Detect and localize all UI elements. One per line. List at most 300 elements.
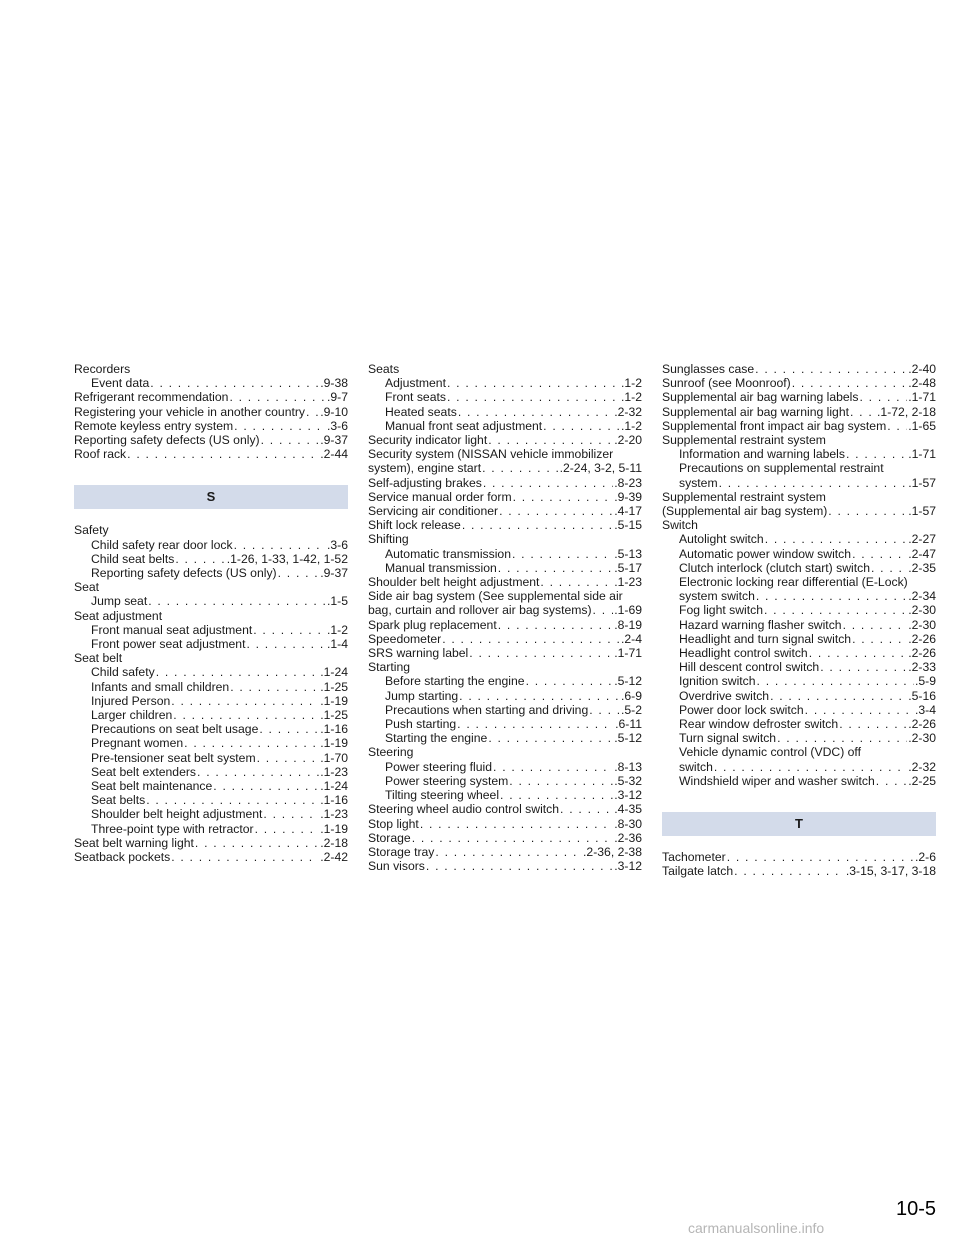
entry-text: system), engine start bbox=[368, 461, 482, 476]
index-entry bbox=[74, 405, 348, 419]
entry-text: Storage bbox=[368, 830, 411, 845]
index-subentry bbox=[74, 594, 348, 608]
dot-leader bbox=[197, 765, 319, 779]
entry-text: Heated seats bbox=[385, 404, 457, 419]
dot-leader bbox=[229, 390, 326, 404]
entry-text: Remote keyless entry system bbox=[74, 418, 234, 433]
entry-page-ref: .5-12 bbox=[614, 674, 642, 689]
index-subentry bbox=[74, 736, 348, 750]
entry-page-ref: .9-39 bbox=[614, 489, 642, 504]
entry-page-ref: .8-19 bbox=[614, 617, 642, 632]
dot-leader bbox=[459, 689, 620, 703]
entry-text: Pregnant women bbox=[91, 736, 184, 751]
index-entry bbox=[368, 745, 642, 759]
index-subentry bbox=[368, 689, 642, 703]
entry-page-ref: .2-36 bbox=[614, 830, 642, 845]
entry-page-ref: .3-12 bbox=[614, 859, 642, 874]
dot-leader bbox=[512, 547, 613, 561]
entry-text: Seat belt warning light bbox=[74, 835, 194, 850]
index-entry bbox=[368, 845, 642, 859]
index-subentry bbox=[74, 376, 348, 390]
entry-page-ref: .6-9 bbox=[620, 688, 642, 703]
dot-leader bbox=[175, 552, 225, 566]
dot-leader bbox=[420, 817, 613, 831]
dot-leader bbox=[543, 419, 620, 433]
index-subentry bbox=[368, 788, 642, 802]
dot-leader bbox=[213, 779, 319, 793]
entry-page-ref: .4-17 bbox=[614, 504, 642, 519]
index-entry bbox=[368, 660, 642, 674]
index-entry bbox=[368, 461, 642, 475]
entry-page-ref: .2-42 bbox=[320, 850, 348, 865]
entry-text: Shift lock release bbox=[368, 518, 461, 533]
index-entry bbox=[368, 859, 642, 873]
index-entry bbox=[368, 476, 642, 490]
entry-text: (Supplemental air bag system) bbox=[662, 504, 828, 519]
entry-page-ref: .2-30 bbox=[908, 731, 936, 746]
dot-leader bbox=[526, 674, 614, 688]
entry-text: Front seats bbox=[385, 390, 446, 405]
entry-page-ref: .6-11 bbox=[615, 717, 642, 732]
entry-page-ref: .2-33 bbox=[908, 660, 936, 675]
dot-leader bbox=[756, 589, 907, 603]
index-entry bbox=[74, 609, 348, 623]
index-subentry bbox=[74, 793, 348, 807]
index-entry bbox=[368, 831, 642, 845]
entry-text: Turn signal switch bbox=[679, 731, 777, 746]
index-entry bbox=[368, 802, 642, 816]
entry-page-ref: .2-20 bbox=[614, 433, 642, 448]
entry-text: Precautions on supplemental restraint bbox=[679, 461, 884, 476]
entry-text: Steering bbox=[368, 745, 414, 760]
dot-leader bbox=[850, 405, 876, 419]
index-entry bbox=[662, 390, 936, 404]
dot-leader bbox=[278, 566, 320, 580]
entry-page-ref: .5-32 bbox=[614, 773, 642, 788]
entry-page-ref: .2-18 bbox=[320, 835, 348, 850]
entry-text: Headlight and turn signal switch bbox=[679, 631, 852, 646]
dot-leader bbox=[843, 618, 908, 632]
index-subentry bbox=[662, 618, 936, 632]
index-subentry bbox=[74, 623, 348, 637]
index-subentry bbox=[662, 461, 936, 475]
index-entry bbox=[368, 447, 642, 461]
entry-page-ref: .1-25 bbox=[320, 708, 348, 723]
entry-page-ref: .1-70 bbox=[320, 750, 348, 765]
index-subentry bbox=[662, 589, 936, 603]
index-subentry bbox=[74, 552, 348, 566]
index-entry bbox=[662, 433, 936, 447]
entry-page-ref: .2-26 bbox=[908, 717, 936, 732]
entry-page-ref: .1-19 bbox=[320, 693, 348, 708]
index-subentry bbox=[74, 807, 348, 821]
index-entry bbox=[74, 362, 348, 376]
entry-page-ref: .2-30 bbox=[908, 617, 936, 632]
entry-text: Seat bbox=[74, 580, 100, 595]
entry-text: Stop light bbox=[368, 816, 419, 831]
index-subentry bbox=[662, 603, 936, 617]
dot-leader bbox=[820, 660, 907, 674]
dot-leader bbox=[792, 376, 908, 390]
index-subentry bbox=[74, 665, 348, 679]
index-entry bbox=[368, 504, 642, 518]
dot-leader bbox=[263, 807, 319, 821]
entry-page-ref: .3-15, 3-17, 3-18 bbox=[845, 864, 936, 879]
index-subentry bbox=[74, 751, 348, 765]
entry-page-ref: .1-25 bbox=[320, 679, 348, 694]
entry-page-ref: .3-12 bbox=[614, 788, 642, 803]
entry-text: Clutch interlock (clutch start) switch bbox=[679, 560, 870, 575]
entry-text: Supplemental air bag warning light bbox=[662, 404, 849, 419]
entry-text: Reporting safety defects (US only) bbox=[91, 566, 277, 581]
entry-page-ref: .1-2 bbox=[620, 390, 642, 405]
entry-text: Seat belt maintenance bbox=[91, 779, 213, 794]
entry-page-ref: .5-2 bbox=[620, 702, 642, 717]
entry-page-ref: .2-48 bbox=[908, 376, 936, 391]
entry-text: Security system (NISSAN vehicle immobilizer bbox=[368, 447, 614, 462]
entry-text: Child seat belts bbox=[91, 551, 175, 566]
entry-text: Shoulder belt height adjustment bbox=[91, 807, 263, 822]
index-entry bbox=[74, 433, 348, 447]
entry-page-ref: .1-16 bbox=[320, 793, 348, 808]
index-subentry bbox=[74, 694, 348, 708]
index-subentry bbox=[368, 731, 642, 745]
dot-leader bbox=[246, 637, 326, 651]
dot-leader bbox=[195, 836, 319, 850]
entry-text: Tailgate latch bbox=[662, 864, 734, 879]
dot-leader bbox=[435, 845, 582, 859]
entry-text: Hazard warning flasher switch bbox=[679, 617, 842, 632]
entry-text: Child safety bbox=[91, 665, 155, 680]
index-entry bbox=[662, 518, 936, 532]
dot-leader bbox=[876, 774, 907, 788]
entry-page-ref: .2-32 bbox=[614, 404, 642, 419]
index-subentry bbox=[368, 419, 642, 433]
dot-leader bbox=[148, 594, 326, 608]
entry-page-ref: .1-23 bbox=[614, 575, 642, 590]
entry-page-ref: .1-26, 1-33, 1-42, 1-52 bbox=[226, 551, 348, 566]
page-number: 10-5 bbox=[896, 1198, 937, 1220]
index-entry bbox=[74, 651, 348, 665]
entry-page-ref: .3-6 bbox=[326, 418, 348, 433]
dot-leader bbox=[727, 850, 914, 864]
dot-leader bbox=[828, 504, 907, 518]
entry-text: Front manual seat adjustment bbox=[91, 622, 253, 637]
index-entry bbox=[368, 518, 642, 532]
entry-page-ref: .5-15 bbox=[614, 518, 642, 533]
index-subentry bbox=[368, 547, 642, 561]
index-subentry bbox=[662, 476, 936, 490]
dot-leader bbox=[146, 793, 319, 807]
index-entry bbox=[368, 575, 642, 589]
index-subentry bbox=[74, 779, 348, 793]
dot-leader bbox=[719, 476, 908, 490]
entry-text: Self-adjusting brakes bbox=[368, 475, 482, 490]
entry-text: Tachometer bbox=[662, 850, 726, 865]
entry-page-ref: .1-23 bbox=[320, 764, 348, 779]
entry-text: Supplemental front impact air bag system bbox=[662, 418, 887, 433]
entry-page-ref: .5-12 bbox=[614, 731, 642, 746]
entry-page-ref: .9-37 bbox=[320, 566, 348, 581]
entry-text: Three-point type with retractor bbox=[91, 821, 254, 836]
entry-page-ref: .9-7 bbox=[326, 390, 348, 405]
dot-leader bbox=[458, 405, 613, 419]
entry-text: Overdrive switch bbox=[679, 688, 770, 703]
index-subentry bbox=[662, 532, 936, 546]
entry-text: Sunroof (see Moonroof) bbox=[662, 376, 791, 391]
entry-text: system switch bbox=[679, 589, 755, 604]
entry-text: Pre-tensioner seat belt system bbox=[91, 750, 256, 765]
entry-text: Precautions on seat belt usage bbox=[91, 722, 259, 737]
entry-page-ref: .2-25 bbox=[908, 773, 936, 788]
entry-text: Supplemental air bag warning labels bbox=[662, 390, 859, 405]
index-entry bbox=[662, 376, 936, 390]
index-column-1 bbox=[74, 362, 348, 864]
entry-text: Power door lock switch bbox=[679, 702, 804, 717]
dot-leader bbox=[809, 646, 908, 660]
entry-page-ref: .1-71 bbox=[908, 390, 936, 405]
dot-leader bbox=[447, 376, 620, 390]
index-entry bbox=[74, 447, 348, 461]
entry-page-ref: .1-2 bbox=[326, 622, 348, 637]
entry-text: Supplemental restraint system bbox=[662, 489, 826, 504]
index-entry bbox=[662, 850, 936, 864]
entry-page-ref: .1-5 bbox=[326, 594, 348, 609]
entry-text: switch bbox=[679, 759, 713, 774]
entry-page-ref: .2-4 bbox=[620, 631, 642, 646]
entry-page-ref: .8-30 bbox=[614, 816, 642, 831]
section-letter-band bbox=[662, 812, 936, 836]
dot-leader bbox=[509, 774, 613, 788]
entry-text: Security indicator light bbox=[368, 433, 488, 448]
entry-text: Seat belt bbox=[74, 651, 123, 666]
entry-page-ref: .2-24, 3-2, 5-11 bbox=[559, 461, 642, 476]
index-subentry bbox=[662, 646, 936, 660]
entry-text: system bbox=[679, 475, 718, 490]
dot-leader bbox=[230, 680, 319, 694]
index-subentry bbox=[368, 717, 642, 731]
entry-text: Roof rack bbox=[74, 447, 127, 462]
entry-text: Sunglasses case bbox=[662, 362, 755, 376]
entry-text: Push starting bbox=[385, 717, 457, 732]
entry-text: Side air bag system (See supplemental side air bbox=[368, 589, 623, 604]
entry-text: Shifting bbox=[368, 532, 409, 547]
index-subentry bbox=[368, 405, 642, 419]
dot-leader bbox=[306, 405, 319, 419]
entry-page-ref: .1-23 bbox=[320, 807, 348, 822]
dot-leader bbox=[499, 504, 613, 518]
entry-page-ref: .2-40 bbox=[908, 362, 936, 376]
entry-text: Jump starting bbox=[385, 688, 459, 703]
dot-leader bbox=[764, 603, 907, 617]
entry-page-ref: .1-65 bbox=[908, 418, 936, 433]
entry-text: Event data bbox=[91, 376, 150, 391]
dot-leader bbox=[173, 708, 319, 722]
entry-page-ref: .2-30 bbox=[908, 603, 936, 618]
entry-text: Reporting safety defects (US only) bbox=[74, 433, 260, 448]
index-subentry bbox=[662, 547, 936, 561]
dot-leader bbox=[871, 561, 907, 575]
entry-text: Vehicle dynamic control (VDC) off bbox=[679, 745, 861, 760]
dot-leader bbox=[714, 760, 907, 774]
entry-text: Autolight switch bbox=[679, 532, 764, 547]
entry-page-ref: .1-71 bbox=[614, 646, 642, 661]
entry-text: Supplemental restraint system bbox=[662, 433, 826, 448]
entry-text: Windshield wiper and washer switch bbox=[679, 773, 875, 788]
entry-text: Starting the engine bbox=[385, 731, 488, 746]
dot-leader bbox=[442, 632, 620, 646]
index-entry bbox=[662, 504, 936, 518]
index-entry bbox=[368, 532, 642, 546]
index-column-3 bbox=[662, 362, 936, 879]
entry-page-ref: .8-13 bbox=[614, 759, 642, 774]
dot-leader bbox=[777, 731, 907, 745]
entry-text: Tilting steering wheel bbox=[385, 788, 500, 803]
dot-leader bbox=[498, 561, 613, 575]
entry-text: Larger children bbox=[91, 708, 173, 723]
index-subentry bbox=[368, 674, 642, 688]
dot-leader bbox=[765, 532, 908, 546]
index-entry bbox=[368, 433, 642, 447]
entry-text: Automatic power window switch bbox=[679, 546, 852, 561]
watermark: carmanualsonline.info bbox=[688, 1220, 825, 1236]
index-subentry bbox=[74, 637, 348, 651]
index-subentry bbox=[368, 561, 642, 575]
entry-text: Spark plug replacement bbox=[368, 617, 497, 632]
entry-page-ref: .1-16 bbox=[320, 722, 348, 737]
entry-text: Information and warning labels bbox=[679, 447, 845, 462]
entry-page-ref: .9-10 bbox=[320, 404, 348, 419]
entry-page-ref: .9-38 bbox=[320, 376, 348, 391]
entry-page-ref: .5-9 bbox=[914, 674, 936, 689]
entry-page-ref: .1-71 bbox=[908, 447, 936, 462]
index-entry bbox=[368, 646, 642, 660]
entry-page-ref: .1-19 bbox=[320, 736, 348, 751]
dot-leader bbox=[839, 717, 907, 731]
dot-leader bbox=[757, 674, 914, 688]
section-letter-band bbox=[74, 485, 348, 509]
entry-text: Automatic transmission bbox=[385, 546, 511, 561]
entry-text: Servicing air conditioner bbox=[368, 504, 499, 519]
index-entry bbox=[74, 390, 348, 404]
entry-text: Recorders bbox=[74, 362, 131, 376]
entry-page-ref: .1-2 bbox=[620, 418, 642, 433]
entry-page-ref: .3-6 bbox=[326, 537, 348, 552]
entry-text: Seatback pockets bbox=[74, 850, 171, 865]
entry-text: Front power seat adjustment bbox=[91, 637, 246, 652]
entry-page-ref: .2-27 bbox=[908, 532, 936, 547]
entry-text: Seat belts bbox=[91, 793, 146, 808]
index-entry bbox=[662, 419, 936, 433]
index-column-2 bbox=[368, 362, 642, 873]
entry-page-ref: .2-26 bbox=[908, 631, 936, 646]
dot-leader bbox=[493, 760, 613, 774]
entry-page-ref: .2-36, 2-38 bbox=[583, 844, 642, 859]
entry-text: Starting bbox=[368, 660, 411, 675]
entry-text: Power steering fluid bbox=[385, 759, 493, 774]
dot-leader bbox=[234, 419, 326, 433]
entry-text: Registering your vehicle in another country bbox=[74, 404, 306, 419]
dot-leader bbox=[770, 689, 907, 703]
dot-leader bbox=[852, 632, 907, 646]
entry-text: Manual front seat adjustment bbox=[385, 418, 543, 433]
dot-leader bbox=[426, 859, 613, 873]
index-subentry bbox=[74, 708, 348, 722]
index-subentry bbox=[662, 689, 936, 703]
dot-leader bbox=[488, 731, 613, 745]
index-entry bbox=[368, 817, 642, 831]
entry-page-ref: .1-72, 2-18 bbox=[877, 404, 936, 419]
index-subentry bbox=[368, 774, 642, 788]
entry-text: Ignition switch bbox=[679, 674, 756, 689]
dot-leader bbox=[500, 788, 613, 802]
entry-text: Headlight control switch bbox=[679, 646, 808, 661]
dot-leader bbox=[755, 362, 907, 376]
entry-page-ref: .3-4 bbox=[914, 702, 936, 717]
index-subentry bbox=[662, 774, 936, 788]
index-entry bbox=[74, 523, 348, 537]
dot-leader bbox=[593, 603, 614, 617]
dot-leader bbox=[469, 646, 613, 660]
index-subentry bbox=[662, 717, 936, 731]
dot-leader bbox=[859, 390, 907, 404]
dot-leader bbox=[560, 802, 613, 816]
entry-page-ref: .1-57 bbox=[908, 504, 936, 519]
entry-text: Power steering system bbox=[385, 773, 509, 788]
entry-page-ref: .2-47 bbox=[908, 546, 936, 561]
entry-text: Service manual order form bbox=[368, 489, 512, 504]
entry-page-ref: .1-57 bbox=[908, 475, 936, 490]
entry-text: Speedometer bbox=[368, 631, 442, 646]
dot-leader bbox=[127, 447, 319, 461]
index-entry bbox=[662, 490, 936, 504]
dot-leader bbox=[482, 461, 558, 475]
entry-text: Fog light switch bbox=[679, 603, 763, 618]
index-entry bbox=[368, 618, 642, 632]
index-entry bbox=[368, 632, 642, 646]
dot-leader bbox=[150, 376, 319, 390]
entry-page-ref: .2-26 bbox=[908, 646, 936, 661]
index-entry bbox=[74, 419, 348, 433]
entry-text: Switch bbox=[662, 518, 698, 533]
entry-page-ref: .4-35 bbox=[614, 802, 642, 817]
entry-page-ref: .9-37 bbox=[320, 433, 348, 448]
index-subentry bbox=[662, 447, 936, 461]
dot-leader bbox=[589, 703, 620, 717]
entry-text: Sun visors bbox=[368, 859, 425, 874]
dot-leader bbox=[234, 538, 326, 552]
dot-leader bbox=[255, 822, 320, 836]
entry-text: Refrigerant recommendation bbox=[74, 390, 229, 405]
index-entry bbox=[368, 362, 642, 376]
entry-page-ref: .2-34 bbox=[908, 589, 936, 604]
dot-leader bbox=[171, 694, 319, 708]
index-subentry bbox=[368, 703, 642, 717]
entry-page-ref: .1-19 bbox=[320, 821, 348, 836]
entry-text: Rear window defroster switch bbox=[679, 717, 839, 732]
entry-text: Before starting the engine bbox=[385, 674, 525, 689]
entry-text: Seats bbox=[368, 362, 400, 376]
entry-text: Manual transmission bbox=[385, 560, 497, 575]
entry-text: Electronic locking rear differential (E-Lock) bbox=[679, 575, 908, 590]
dot-leader bbox=[261, 433, 320, 447]
entry-text: SRS warning label bbox=[368, 646, 469, 661]
dot-leader bbox=[462, 518, 613, 532]
entry-page-ref: .2-32 bbox=[908, 759, 936, 774]
entry-text: Storage tray bbox=[368, 844, 435, 859]
index-subentry bbox=[662, 703, 936, 717]
index-entry bbox=[368, 603, 642, 617]
